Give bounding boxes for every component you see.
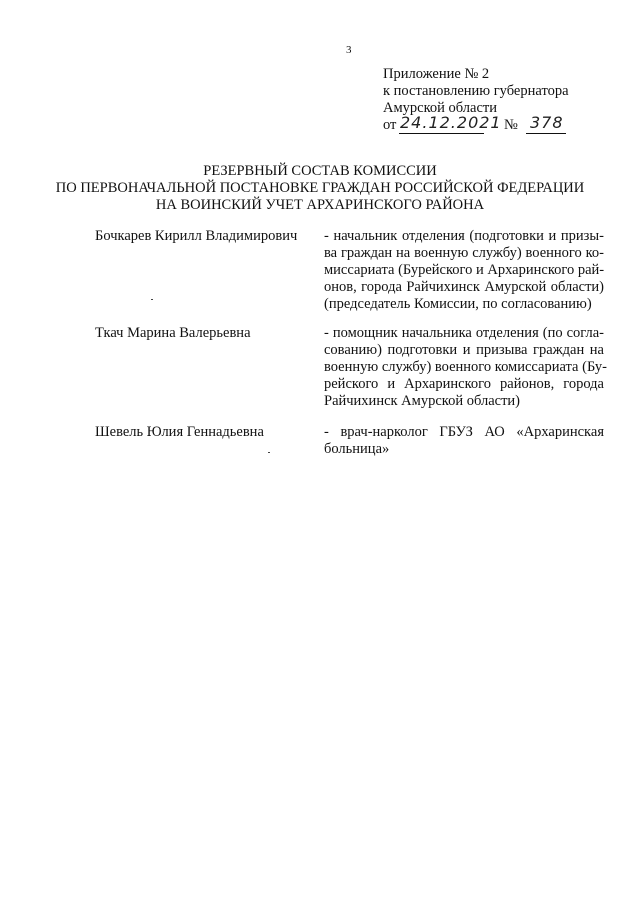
role-line: ва граждан на военную службу) военного ко- — [324, 245, 604, 261]
date-underline — [399, 133, 484, 134]
handwritten-number: 378 — [530, 113, 564, 132]
role-line: онов, города Райчихинск Амурской области) — [324, 279, 604, 295]
member-role — [324, 325, 607, 410]
role-line: миссариата (Бурейского и Архаринского рай- — [324, 262, 605, 278]
role-line: военную службу) военного комиссариата (Бу- — [324, 359, 607, 375]
appendix-decree-line: к постановлению губернатора — [383, 83, 569, 99]
member-name: Ткач Марина Валерьевна — [95, 325, 251, 341]
appendix-title: Приложение № 2 — [383, 66, 490, 82]
document-title — [0, 163, 640, 214]
handwritten-date: 24.12.2021 — [400, 113, 502, 132]
title-line-3: НА ВОИНСКИЙ УЧЕТ АРХАРИНСКОГО РАЙОНА — [155, 197, 485, 213]
date-prefix: от — [383, 117, 397, 133]
scan-speck — [151, 299, 153, 300]
role-line: - помощник начальника отделения (по согла- — [324, 325, 604, 341]
member-role — [324, 424, 604, 458]
number-sign: № — [504, 117, 518, 133]
member-role — [324, 228, 604, 313]
member-name: Бочкарев Кирилл Владимирович — [95, 228, 298, 244]
scan-speck — [268, 452, 270, 453]
title-line-2: ПО ПЕРВОНАЧАЛЬНОЙ ПОСТАНОВКЕ ГРАЖДАН РОССИЙСКОЙ ФЕДЕРАЦИИ — [55, 180, 585, 196]
role-line: Райчихинск Амурской области) — [324, 393, 521, 409]
role-line: (председатель Комиссии, по согласованию) — [324, 296, 592, 312]
role-line: сованию) подготовки и призыва граждан на — [324, 342, 604, 358]
member-name: Шевель Юлия Геннадьевна — [95, 424, 264, 440]
role-line: больница» — [324, 441, 390, 457]
appendix-region-line: Амурской области — [383, 100, 497, 116]
title-line-1: РЕЗЕРВНЫЙ СОСТАВ КОМИССИИ — [203, 163, 437, 179]
page-number: 3 — [346, 44, 352, 56]
role-line: - начальник отделения (подготовки и призы- — [324, 228, 604, 244]
order-date-number-line — [383, 113, 569, 136]
role-line: рейского и Архаринского районов, города — [324, 376, 604, 392]
number-underline — [526, 133, 566, 134]
appendix-block — [383, 66, 569, 136]
role-line: - врач-нарколог ГБУЗ АО «Архаринская — [324, 424, 604, 440]
